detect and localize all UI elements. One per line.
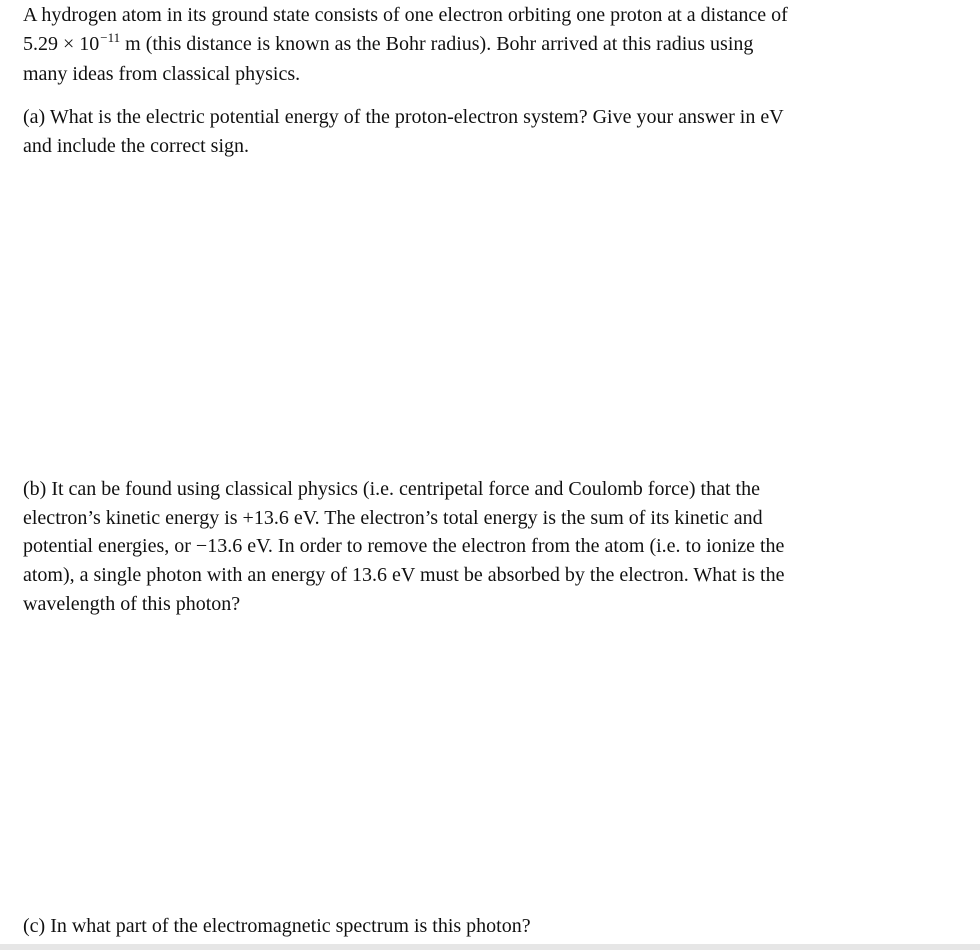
part-c-line-1: (c) In what part of the electromagnetic spectrum is this photon?: [23, 915, 531, 937]
intro-line-3: many ideas from classical physics.: [23, 63, 301, 86]
intro-line-1: A hydrogen atom in its ground state consists of one electron orbiting one proton at a distance of: [23, 4, 788, 26]
part-b-line-4: atom), a single photon with an energy of 13.6 eV must be absorbed by the electron. What is the: [23, 564, 785, 587]
bohr-radius-mantissa: 5.29 × 10: [23, 32, 100, 55]
part-b-line-1: (b) It can be found using classical physics (i.e. centripetal force and Coulomb force) that the: [23, 478, 760, 500]
bohr-radius-exponent: −11: [100, 29, 121, 45]
intro-paragraph: [23, 1, 788, 89]
part-b-line-3: potential energies, or −13.6 eV. In order to remove the electron from the atom (i.e. to ionize the: [23, 535, 785, 558]
part-b-line-5: wavelength of this photon?: [23, 592, 241, 615]
part-b-line-2: electron’s kinetic energy is +13.6 eV. The electron’s total energy is the sum of its kinetic and: [23, 506, 763, 529]
intro-line-2: [23, 30, 788, 61]
question-part-a: [23, 103, 784, 160]
question-part-c: [23, 912, 531, 941]
part-a-line-2: and include the correct sign.: [23, 134, 250, 157]
part-a-line-1: (a) What is the electric potential energy of the proton-electron system? Give your answer in eV: [23, 106, 784, 128]
page-bottom-edge: [0, 944, 980, 950]
question-part-b: [23, 475, 785, 619]
intro-line-2-text: m (this distance is known as the Bohr radius). Bohr arrived at this radius using: [120, 32, 754, 55]
